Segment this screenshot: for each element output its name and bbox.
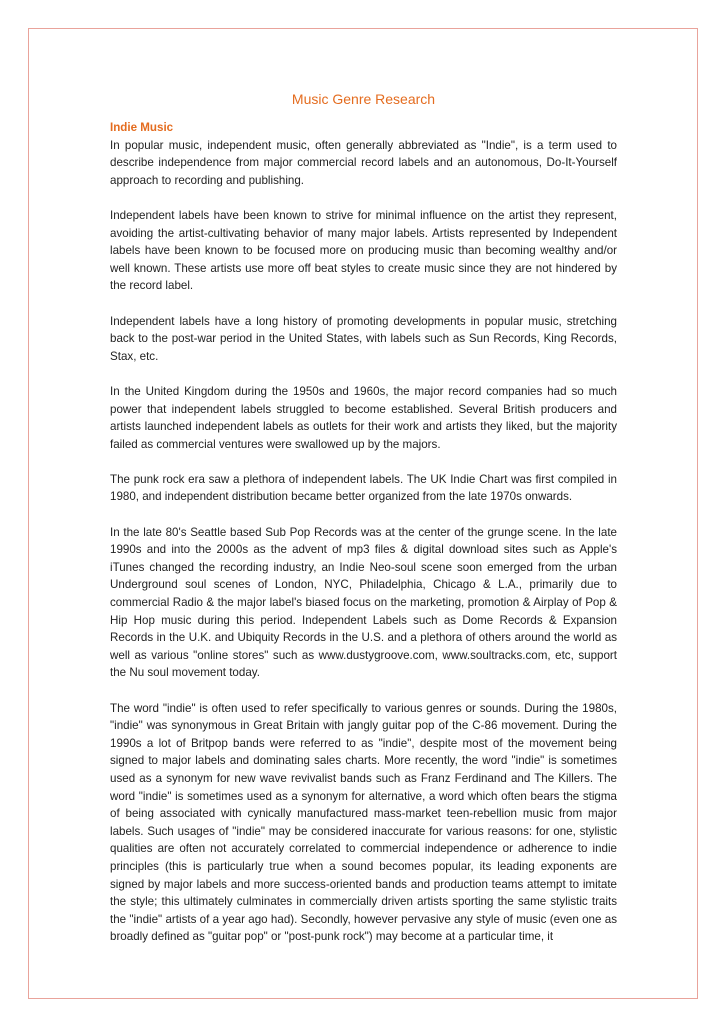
paragraph: In the United Kingdom during the 1950s and 1960s, the major record companies had so much power that independent labels struggled to become established. Several British producers and artists launched independent labels as outlets for their work and artists they liked, but the majority failed as commercial ventures were swallowed up by the majors.: [110, 384, 617, 451]
paragraph: Independent labels have been known to strive for minimal influence on the artist they represent, avoiding the artist-cultivating behavior of many major labels. Artists represented by Independent labels have been known to be focused more on producing music than becoming wealthy and/or well known. These artists use more off beat styles to create music since they are not hindered by the record label.: [110, 208, 617, 293]
paragraph: The word "indie" is often used to refer specifically to various genres or sounds. During the 1980s, "indie" was synonymous in Great Britain with jangly guitar pop of the C-86 movement. During the 1990s a lot of Britpop bands were referred to as "indie", despite most of the movement being signed to major labels and dominating sales charts. More recently, the word "indie" is sometimes used as a synonym for new wave revivalist bands such as Franz Ferdinand and The Killers. The word "indie" is sometimes used as a synonym for alternative, a word which often bears the stigma of being associated with cynically manufactured mass-market teen-rebellion music from major labels. Such usages of "indie" may be considered inaccurate for various reasons: for one, stylistic qualities are often not accurately correlated to commercial independence or adherence to indie principles (this is particularly true when a sound becomes popular, its leading exponents are signed by major labels and more success-oriented bands and production teams attempt to imitate the style; this ultimately culminates in commercially driven artists sporting the same stylistic traits the "indie" artists of a year ago had). Secondly, however pervasive any style of music (even one as broadly defined as "guitar pop" or "post-punk rock") may become at a particular time, it: [110, 701, 617, 944]
paragraph: Independent labels have a long history of promoting developments in popular music, stretching back to the post-war period in the United States, with labels such as Sun Records, King Records, Stax, etc.: [110, 314, 617, 363]
document-title: Music Genre Research: [291, 91, 436, 107]
paragraph: The punk rock era saw a plethora of independent labels. The UK Indie Chart was first compiled in 1980, and independent distribution became better organized from the late 1970s onwards.: [110, 472, 617, 504]
paragraph: In popular music, independent music, often generally abbreviated as "Indie", is a term used to describe independence from major commercial record labels and an autonomous, Do-It-Yourself approach to recording and publishing.: [110, 138, 617, 187]
section-heading: Indie Music: [110, 121, 174, 134]
paragraph: In the late 80's Seattle based Sub Pop Records was at the center of the grunge scene. In the late 1990s and into the 2000s as the advent of mp3 files & digital download sites such as Apple's iTunes changed the recording industry, an Indie Neo-soul scene soon emerged from the urban Underground soul scenes of London, NYC, Philadelphia, Chicago & L.A., primarily due to commercial Radio & the major label's biased focus on the marketing, promotion & Airplay of Pop & Hip Hop music during this period. Independent Labels such as Dome Records & Expansion Records in the U.K. and Ubiquity Records in the U.S. and a plethora of others around the world as well as various "online stores" such as www.dustygroove.com, www.soultracks.com, etc, support the Nu soul movement today.: [110, 525, 617, 680]
document-body: [110, 90, 617, 964]
